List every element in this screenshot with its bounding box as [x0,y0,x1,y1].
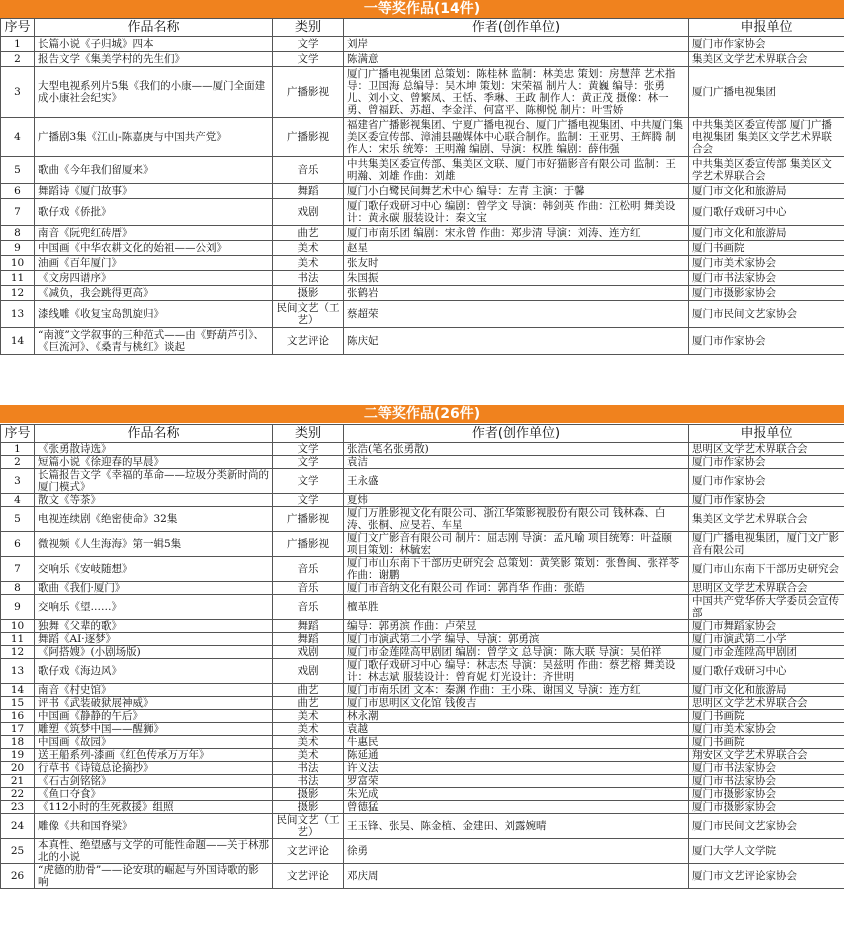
cell-author: 厦门市音纳文化有限公司 作词：郭肖华 作曲：张皓 [344,582,689,595]
cell-category: 美术 [273,749,344,762]
cell-unit: 集美区文学艺术界联合会 [689,507,844,532]
cell-index: 24 [1,814,35,839]
cell-unit: 中共集美区委宣传部 集美区文学艺术界联合会 [689,157,844,184]
cell-unit: 厦门市摄影家协会 [689,801,844,814]
cell-unit: 厦门大学人文学院 [689,839,844,864]
cell-category: 民间文艺（工艺） [273,814,344,839]
cell-unit: 厦门书画院 [689,241,844,256]
table-row [1,710,844,723]
cell-title: 行草书《诗镜总论摘抄》 [35,762,273,775]
second-prize-table [0,424,844,889]
cell-unit: 厦门市美术家协会 [689,256,844,271]
cell-index: 25 [1,839,35,864]
cell-author: 厦门市南乐团 编剧：宋永曾 作曲：郑步清 导演：刘涛、连方红 [344,226,689,241]
table-row [1,184,844,199]
table-row [1,582,844,595]
cell-title: 漆线雕《收复宝岛凯旋归》 [35,301,273,328]
table-row [1,788,844,801]
cell-title: 歌仔戏《海边风》 [35,659,273,684]
cell-title: 《鱼口夺食》 [35,788,273,801]
cell-title: 中国画《中华农耕文化的始祖——公刘》 [35,241,273,256]
cell-unit: 厦门歌仔戏研习中心 [689,199,844,226]
first-prize-table [0,18,844,355]
cell-unit: 厦门市文化和旅游局 [689,684,844,697]
cell-index: 6 [1,184,35,199]
cell-unit: 厦门市金莲陞高甲剧团 [689,646,844,659]
cell-title: 《减负，我会跳得更高》 [35,286,273,301]
cell-title: 独舞《父辈的歌》 [35,620,273,633]
cell-unit: 厦门市民间文艺家协会 [689,301,844,328]
cell-index: 11 [1,271,35,286]
cell-title: 《张勇散诗选》 [35,443,273,456]
table-row [1,118,844,157]
cell-unit: 厦门广播电视集团，厦门文广影音有限公司 [689,532,844,557]
table-row [1,762,844,775]
cell-title: 《石古剑铭铭》 [35,775,273,788]
table-row [1,646,844,659]
cell-index: 13 [1,659,35,684]
cell-author: 中共集美区委宣传部、集美区文联、厦门市好猫影音有限公司 监制：王明瀚、刘雄 作曲：刘雄 [344,157,689,184]
cell-index: 16 [1,710,35,723]
table-row [1,328,844,355]
cell-unit: 中共集美区委宣传部 厦门广播电视集团 集美区文学艺术界联合会 [689,118,844,157]
table-row [1,494,844,507]
cell-title: 短篇小说《徐迎春的早晨》 [35,456,273,469]
cell-category: 文艺评论 [273,864,344,889]
table-row [1,199,844,226]
cell-author: 厦门市南乐团 文本：秦渊 作曲：王小珠、谢国义 导演：连方红 [344,684,689,697]
cell-author: 袁洁 [344,456,689,469]
cell-author: 厦门文广影音有限公司 制片：屈志刚 导演：孟凡喻 项目统筹：叶益颐 项目策划：林毓宏 [344,532,689,557]
cell-author: 徐勇 [344,839,689,864]
cell-category: 文学 [273,37,344,52]
cell-category: 音乐 [273,557,344,582]
cell-category: 戏剧 [273,199,344,226]
table-row [1,271,844,286]
cell-title: 南音《阮兜红砖厝》 [35,226,273,241]
cell-title: 电视连续剧《绝密使命》32集 [35,507,273,532]
section-title-first-prize: 一等奖作品(14件) [0,0,844,18]
cell-unit: 思明区文学艺术界联合会 [689,697,844,710]
header-title: 作品名称 [35,425,273,443]
cell-unit: 厦门市美术家协会 [689,723,844,736]
cell-unit: 厦门市文艺评论家协会 [689,864,844,889]
header-unit: 申报单位 [689,425,844,443]
table-row [1,226,844,241]
cell-category: 书法 [273,271,344,286]
cell-author: 许义法 [344,762,689,775]
cell-author: 朱光成 [344,788,689,801]
cell-category: 文学 [273,443,344,456]
cell-title: 南音《村史馆》 [35,684,273,697]
table-row [1,595,844,620]
cell-author: 王玉锋、张昊、陈金植、金建田、刘露婉晴 [344,814,689,839]
cell-author: 牛惠民 [344,736,689,749]
cell-index: 5 [1,507,35,532]
table-header-row [1,425,844,443]
table-row [1,241,844,256]
cell-index: 17 [1,723,35,736]
cell-index: 4 [1,494,35,507]
cell-index: 15 [1,697,35,710]
cell-unit: 厦门广播电视集团 [689,67,844,118]
cell-unit: 厦门市作家协会 [689,456,844,469]
cell-author: 厦门市金莲陞高甲剧团 编剧：曾学文 总导演：陈大联 导演：吴伯祥 [344,646,689,659]
cell-category: 戏剧 [273,659,344,684]
cell-index: 19 [1,749,35,762]
cell-category: 文学 [273,494,344,507]
cell-index: 18 [1,736,35,749]
table-row [1,633,844,646]
cell-author: 赵星 [344,241,689,256]
cell-title: 雕塑《筑梦中国——醒狮》 [35,723,273,736]
cell-index: 22 [1,788,35,801]
cell-author: 曾德猛 [344,801,689,814]
cell-author: 陈庆妃 [344,328,689,355]
cell-index: 21 [1,775,35,788]
cell-unit: 翔安区文学艺术界联合会 [689,749,844,762]
table-header-row [1,19,844,37]
cell-index: 10 [1,620,35,633]
cell-title: 歌仔戏《侨批》 [35,199,273,226]
cell-index: 1 [1,443,35,456]
header-unit: 申报单位 [689,19,844,37]
cell-index: 8 [1,582,35,595]
table-row [1,157,844,184]
table-row [1,469,844,494]
cell-index: 13 [1,301,35,328]
cell-index: 12 [1,286,35,301]
cell-category: 曲艺 [273,226,344,241]
cell-unit: 厦门市演武第二小学 [689,633,844,646]
cell-index: 7 [1,557,35,582]
cell-category: 曲艺 [273,684,344,697]
cell-category: 美术 [273,710,344,723]
cell-category: 广播影视 [273,67,344,118]
cell-author: 陈满意 [344,52,689,67]
cell-category: 音乐 [273,582,344,595]
table-row [1,839,844,864]
cell-index: 9 [1,241,35,256]
cell-author: 朱国振 [344,271,689,286]
table-row [1,557,844,582]
cell-unit: 厦门市摄影家协会 [689,286,844,301]
cell-index: 2 [1,456,35,469]
cell-index: 10 [1,256,35,271]
cell-title: 评书《武装破狱展神威》 [35,697,273,710]
cell-title: 散文《等茶》 [35,494,273,507]
cell-title: 微视频《人生海海》第一辑5集 [35,532,273,557]
cell-category: 广播影视 [273,532,344,557]
cell-unit: 厦门市作家协会 [689,37,844,52]
cell-author: 厦门广播电视集团 总策划：陈桂林 监制：林美忠 策划：房慧萍 艺术指导：卫国海 总编导：吴木坤 策划：宋荣福 制片人：黄巍 编导：张勇儿、刘小文、曾繁凤、王恬、季琳、王政 制作人：黄正茂 摄像：林一勇、曾福跃、苏超、李金洋、何富平、陈柳悦 制片：叶雪娇 [344,67,689,118]
cell-category: 摄影 [273,801,344,814]
cell-author: 陈延通 [344,749,689,762]
cell-title: 中国画《故园》 [35,736,273,749]
cell-author: 厦门万胜影视文化有限公司、浙江华策影视股份有限公司 钱林森、白涛、张桐、应旻若、车星 [344,507,689,532]
cell-index: 3 [1,67,35,118]
table-row [1,256,844,271]
header-author: 作者(创作单位) [344,425,689,443]
cell-author: 编导：郭勇滨 作曲：卢荣昱 [344,620,689,633]
cell-category: 广播影视 [273,507,344,532]
cell-author: 厦门歌仔戏研习中心 编剧：曾学文 导演：韩剑英 作曲：江松明 舞美设计：黄永碳 服装设计：秦文宝 [344,199,689,226]
cell-title: 歌曲《我们·厦门》 [35,582,273,595]
cell-unit: 厦门歌仔戏研习中心 [689,659,844,684]
cell-index: 5 [1,157,35,184]
header-index: 序号 [1,19,35,37]
cell-category: 文学 [273,456,344,469]
cell-title: 送王船系列-漆画《红色传承万万年》 [35,749,273,762]
cell-category: 美术 [273,736,344,749]
cell-category: 音乐 [273,157,344,184]
table-row [1,443,844,456]
header-title: 作品名称 [35,19,273,37]
cell-title: 本真性、绝望感与文学的可能性命题——关于林那北的小说 [35,839,273,864]
cell-title: 中国画《静静的午后》 [35,710,273,723]
cell-unit: 厦门市书法家协会 [689,271,844,286]
table-row [1,456,844,469]
cell-unit: 厦门市书法家协会 [689,775,844,788]
cell-title: 长篇报告文学《幸福的革命——垃圾分类新时尚的厦门模式》 [35,469,273,494]
cell-author: 厦门市思明区文化馆 钱俊吉 [344,697,689,710]
cell-category: 舞蹈 [273,633,344,646]
cell-index: 9 [1,595,35,620]
section-title-second-prize: 二等奖作品(26件) [0,405,844,423]
cell-title: 油画《百年厦门》 [35,256,273,271]
cell-index: 1 [1,37,35,52]
cell-title: 报告文学《集美学村的先生们》 [35,52,273,67]
cell-unit: 厦门市文化和旅游局 [689,184,844,199]
cell-author: 夏炜 [344,494,689,507]
cell-unit: 厦门市山东南下干部历史研究会 [689,557,844,582]
cell-category: 音乐 [273,595,344,620]
cell-index: 20 [1,762,35,775]
table-row [1,775,844,788]
header-index: 序号 [1,425,35,443]
cell-index: 3 [1,469,35,494]
cell-author: 张友时 [344,256,689,271]
cell-category: 书法 [273,775,344,788]
cell-index: 12 [1,646,35,659]
cell-category: 摄影 [273,286,344,301]
table-row [1,532,844,557]
table-row [1,697,844,710]
cell-unit: 中国共产党华侨大学委员会宣传部 [689,595,844,620]
cell-title: 《文房四谱序》 [35,271,273,286]
table-row [1,864,844,889]
cell-category: 文学 [273,52,344,67]
cell-index: 8 [1,226,35,241]
cell-unit: 厦门市作家协会 [689,469,844,494]
cell-category: 戏剧 [273,646,344,659]
cell-author: 蔡超荣 [344,301,689,328]
table-row [1,620,844,633]
cell-unit: 厦门市民间文艺家协会 [689,814,844,839]
cell-title: 《阿搭嫂》(小剧场版) [35,646,273,659]
cell-author: 林永潮 [344,710,689,723]
cell-category: 曲艺 [273,697,344,710]
cell-title: 舞蹈《AI·逐梦》 [35,633,273,646]
cell-author: 王永盛 [344,469,689,494]
header-author: 作者(创作单位) [344,19,689,37]
table-row [1,301,844,328]
cell-author: 檀革胜 [344,595,689,620]
cell-title: “南渡”文学叙事的三种范式——由《野葫芦引》、《巨流河》、《桑青与桃红》谈起 [35,328,273,355]
cell-unit: 集美区文学艺术界联合会 [689,52,844,67]
cell-index: 26 [1,864,35,889]
cell-category: 民间文艺（工艺） [273,301,344,328]
cell-author: 张浩(笔名张勇散) [344,443,689,456]
cell-title: 交响乐《安岐随想》 [35,557,273,582]
table-row [1,723,844,736]
table-row [1,52,844,67]
cell-unit: 厦门书画院 [689,710,844,723]
table-row [1,659,844,684]
cell-index: 7 [1,199,35,226]
table-row [1,814,844,839]
cell-category: 文艺评论 [273,839,344,864]
cell-title: 舞蹈诗《厦门故事》 [35,184,273,199]
table-row [1,749,844,762]
cell-author: 厦门歌仔戏研习中心 编导：林志杰 导演：吴兹明 作曲：蔡艺榕 舞美设计：林志斌 服装设计：曾育妮 灯光设计：齐世明 [344,659,689,684]
cell-title: 大型电视系列片5集《我们的小康——厦门全面建成小康社会纪实》 [35,67,273,118]
cell-title: 歌曲《今年我们留厦来》 [35,157,273,184]
cell-author: 厦门小白鹭民间舞艺术中心 编导：左青 主演：于馨 [344,184,689,199]
cell-author: 刘岸 [344,37,689,52]
cell-title: 《112小时的生死救援》组照 [35,801,273,814]
cell-unit: 厦门市书法家协会 [689,762,844,775]
cell-index: 2 [1,52,35,67]
cell-author: 福建省广播影视集团、宁夏广播电视台、厦门广播电视集团、中共厦门集美区委宣传部、漳浦县融媒体中心联合制作。监制：王亚男、王辉腾 制作人：宋乐 统筹：王明瀚 编剧、导演：权胜 编剧：薛伟强 [344,118,689,157]
cell-category: 摄影 [273,788,344,801]
cell-index: 4 [1,118,35,157]
cell-category: 美术 [273,241,344,256]
cell-unit: 思明区文学艺术界联合会 [689,582,844,595]
cell-author: 袁越 [344,723,689,736]
header-category: 类别 [273,425,344,443]
table-row [1,37,844,52]
cell-unit: 厦门市作家协会 [689,494,844,507]
cell-index: 14 [1,684,35,697]
cell-title: “虎德的肋骨”——论安琪的崛起与外国诗歌的影响 [35,864,273,889]
cell-index: 6 [1,532,35,557]
cell-index: 23 [1,801,35,814]
cell-title: 长篇小说《子归城》四本 [35,37,273,52]
cell-title: 雕像《共和国脊梁》 [35,814,273,839]
cell-category: 文艺评论 [273,328,344,355]
table-row [1,507,844,532]
cell-unit: 厦门市作家协会 [689,328,844,355]
cell-unit: 思明区文学艺术界联合会 [689,443,844,456]
cell-unit: 厦门市文化和旅游局 [689,226,844,241]
table-row [1,286,844,301]
table-row [1,801,844,814]
cell-author: 厦门市演武第二小学 编导、导演：郭勇滨 [344,633,689,646]
cell-index: 14 [1,328,35,355]
cell-category: 舞蹈 [273,620,344,633]
cell-author: 罗富荣 [344,775,689,788]
cell-category: 广播影视 [273,118,344,157]
cell-index: 11 [1,633,35,646]
cell-category: 舞蹈 [273,184,344,199]
table-row [1,736,844,749]
table-row [1,684,844,697]
table-row [1,67,844,118]
cell-unit: 厦门市舞蹈家协会 [689,620,844,633]
cell-author: 邓庆周 [344,864,689,889]
cell-category: 美术 [273,256,344,271]
cell-unit: 厦门市摄影家协会 [689,788,844,801]
cell-unit: 厦门书画院 [689,736,844,749]
cell-author: 张鹤岩 [344,286,689,301]
cell-category: 美术 [273,723,344,736]
cell-category: 文学 [273,469,344,494]
cell-title: 广播剧3集《江山-陈嘉庚与中国共产党》 [35,118,273,157]
header-category: 类别 [273,19,344,37]
cell-title: 交响乐《望……》 [35,595,273,620]
cell-author: 厦门市山东南下干部历史研究会 总策划：黄笑影 策划：张鲁闽、张祥苓 作曲：谢鹏 [344,557,689,582]
cell-category: 书法 [273,762,344,775]
